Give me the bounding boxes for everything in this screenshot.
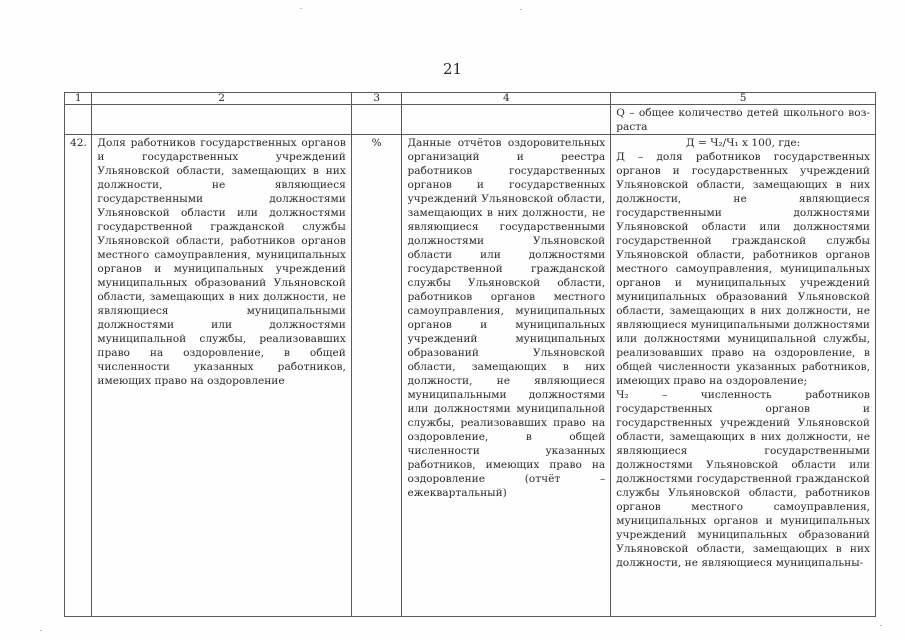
indicator-name: Доля работников государственных органов и государственных учреждений Ульяновской области, замещающих в них должности, не являющиеся государственными должностями Ульяновской области или должностями государственной гражданской службы Ульяновской области, работников органов местного самоуправления, муниципальных органов и муниципальных учреждений муниципальных образований Ульяновской области, замещающих в них должности, не являющиеся муниципальными должностями или должностями муниципальной службы, реализовавших право на оздоровление, в общей численности указанных работников, имеющих право на оздоровление	[92, 135, 351, 617]
continuation-cell-1	[65, 105, 92, 135]
page-number: 21	[442, 60, 463, 78]
scan-artifact	[40, 630, 42, 631]
table-row-42	[65, 135, 876, 617]
header-cell-3: 3	[351, 93, 402, 105]
formula: Д = Ч₂/Ч₁ х 100, где:	[686, 137, 801, 149]
scan-artifact	[880, 625, 882, 626]
scan-artifact	[300, 8, 302, 9]
continuation-cell-3	[351, 105, 402, 135]
continuation-cell-2	[92, 105, 351, 135]
definition-d: Д – доля работников государственных органов и государственных учреждений Ульяновской области, замещающих в них должности, не являющиеся государственными должностями Ульяновской области или должностями государственной гражданской службы Ульяновской области, работников органов местного самоуправления, муниципальных органов и муниципальных учреждений муниципальных образований Ульяновской области, замещающих в них должности, не являющиеся муниципальными должностями или должностями муниципальной службы, реализовавших право на оздоровление, в общей численности указанных работников, имеющих право на оздоровление;	[616, 151, 870, 387]
calculation-method	[611, 135, 876, 617]
table-header-row	[65, 93, 876, 105]
unit-of-measure: %	[351, 135, 402, 617]
header-cell-5: 5	[611, 93, 876, 105]
header-cell-4: 4	[402, 93, 611, 105]
header-cell-1: 1	[65, 93, 92, 105]
continuation-row	[65, 105, 876, 135]
scan-artifact	[520, 9, 522, 10]
header-cell-2: 2	[92, 93, 351, 105]
indicators-table	[64, 92, 876, 617]
definition-ch2: Ч₂ – численность работников государственных органов и государственных учреждений Ульяновской области, замещающих в них должности, не являющиеся государственными должностями Ульяновской области или должностями государственной гражданской службы Ульяновской области, работников органов местного самоуправления, муниципальных органов и муниципальных учреждений муниципальных образований Ульяновской области, замещающих в них должности, не являющиеся муниципальны-	[616, 389, 870, 569]
row-number: 42.	[65, 135, 92, 617]
data-source: Данные отчётов оздоровительных организаций и реестра работников государственных органов и государственных учреждений Ульяновской области, замещающих в них должности, не являющиеся государственными должностями Ульяновской области или должностями государственной гражданской службы Ульяновской области, работников органов местного самоуправления, муниципальных органов и муниципальных учреждений муниципальных образований Ульяновской области, замещающих в них должности, не являющиеся муниципальными должностями или должностями муниципальной службы, реализовавших право на оздоровление, в общей численности указанных работников, имеющих право на оздоровление (отчёт – ежеквартальный)	[402, 135, 611, 617]
continuation-cell-4	[402, 105, 611, 135]
continuation-definition-q: Q – общее количество детей школьного воз-раста	[611, 105, 876, 135]
